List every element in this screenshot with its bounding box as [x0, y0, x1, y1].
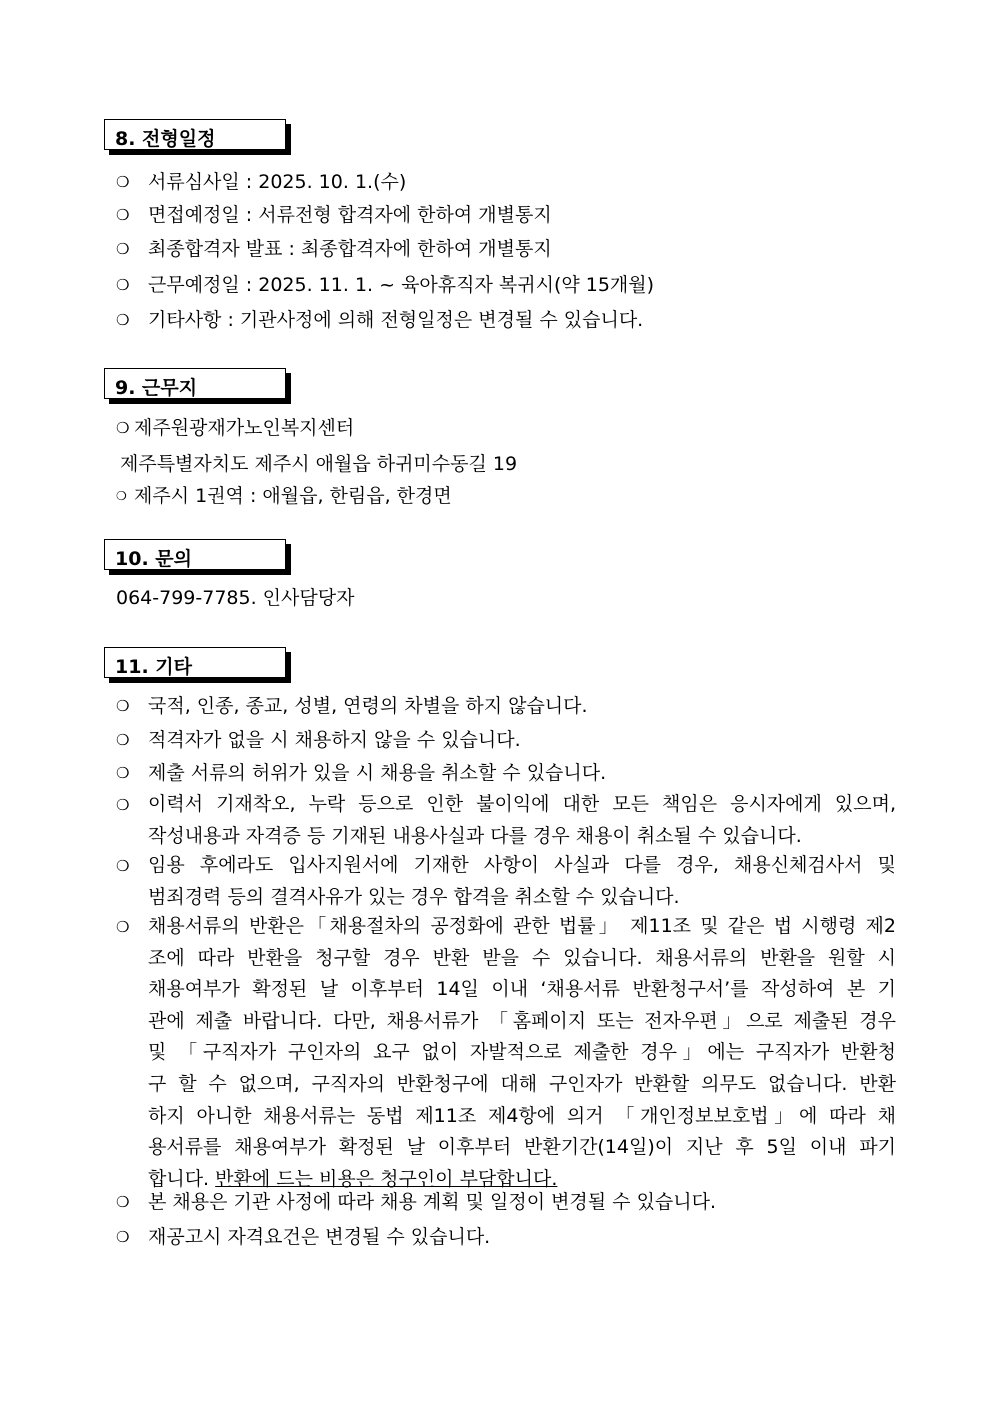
section-8-title: 8. 전형일정 [115, 128, 216, 150]
notice-item: 본 채용은 기관 사정에 따라 채용 계획 및 일정이 변경될 수 있습니다. [148, 1191, 717, 1213]
notice-item: 재공고시 자격요건은 변경될 수 있습니다. [148, 1226, 491, 1248]
bullet-icon: ❍ [116, 764, 130, 782]
section-10-title: 10. 문의 [115, 548, 192, 570]
paragraph-line: 이력서 기재착오, 누락 등으로 인한 불이익에 대한 모든 책임은 응시자에게 있으며, [148, 793, 896, 815]
schedule-item: 근무예정일 : 2025. 11. 1. ~ 육아휴직자 복귀시(약 15개월) [148, 274, 655, 296]
notice-item: 적격자가 없을 시 채용하지 않을 수 있습니다. [148, 729, 521, 751]
paragraph-line: 임용 후에라도 입사지원서에 기재한 사항이 사실과 다를 경우, 채용신체검사서 및 [148, 854, 896, 876]
paragraph-line: 용서류를 채용여부가 확정된 날 이후부터 반환기간(14일)이 지난 후 5일 이내 파기 [148, 1136, 896, 1159]
paragraph-line: 하지 아니한 채용서류는 동법 제11조 제4항에 의거 「개인정보보호법」에 따라 채 [148, 1104, 896, 1127]
work-area: 제주시 1권역 : 애월읍, 한림읍, 한경면 [134, 485, 452, 507]
schedule-item: 면접예정일 : 서류전형 합격자에 한하여 개별통지 [148, 204, 552, 226]
paragraph-line: 조에 따라 반환을 청구할 경우 반환 받을 수 있습니다. 채용서류의 반환을 원할 시 [148, 946, 896, 969]
bullet-icon: ❍ [116, 731, 130, 749]
section-8-header [104, 119, 286, 150]
contact-info: 064-799-7785. 인사담당자 [116, 587, 355, 609]
bullet-icon: ❍ [116, 419, 130, 437]
underlined-cost-notice: 반환에 드는 비용은 청구인이 부담합니다. [215, 1167, 558, 1190]
notice-item-responsibility [148, 789, 896, 852]
paragraph-line: 범죄경력 등의 결격사유가 있는 경우 합격을 취소할 수 있습니다. [148, 885, 680, 908]
bullet-icon: ❍ [116, 206, 130, 224]
workplace-address: 제주특별자치도 제주시 애월읍 하귀미수동길 19 [120, 453, 518, 475]
bullet-icon: ❍ [116, 173, 130, 191]
bullet-icon: ❍ [116, 796, 130, 814]
paragraph-line: 및 「구직자가 구인자의 요구 없이 자발적으로 제출한 경우」에는 구직자가 반환청 [148, 1041, 896, 1064]
paragraph-line: 작성내용과 자격증 등 기재된 내용사실과 다를 경우 채용이 취소될 수 있습니다. [148, 824, 802, 847]
paragraph-line: 관에 제출 바랍니다. 다만, 채용서류가 「홈페이지 또는 전자우편」으로 제출된 경우 [148, 1009, 896, 1032]
bullet-icon: ❍ [116, 1193, 130, 1211]
bullet-icon: ❍ [116, 857, 130, 875]
notice-item-cancellation [148, 850, 896, 913]
schedule-item: 서류심사일 : 2025. 10. 1.(수) [148, 171, 407, 193]
section-9-title: 9. 근무지 [115, 377, 198, 399]
bullet-icon: ❍ [116, 240, 130, 258]
schedule-item: 기타사항 : 기관사정에 의해 전형일정은 변경될 수 있습니다. [148, 309, 644, 331]
bullet-icon: ❍ [116, 918, 130, 936]
notice-item-document-return [148, 911, 896, 1195]
notice-item: 국적, 인종, 종교, 성별, 연령의 차별을 하지 않습니다. [148, 695, 588, 717]
paragraph-line: 채용서류의 반환은「채용절차의 공정화에 관한 법률」 제11조 및 같은 법 시행령 제2 [148, 915, 896, 937]
schedule-item: 최종합격자 발표 : 최종합격자에 한하여 개별통지 [148, 238, 552, 260]
workplace-name: 제주원광재가노인복지센터 [134, 417, 355, 439]
bullet-icon: ❍ [116, 697, 130, 715]
section-11-title: 11. 기타 [115, 656, 192, 678]
section-10-header [104, 539, 286, 570]
paragraph-line: 채용여부가 확정된 날 이후부터 14일 이내 ‘채용서류 반환청구서’를 작성하여 본 기 [148, 978, 896, 1001]
section-9-header [104, 368, 286, 399]
bullet-icon: ❍ [116, 276, 130, 294]
section-11-header [104, 647, 286, 678]
bullet-icon: ❍ [116, 311, 130, 329]
bullet-icon: ❍ [116, 1228, 130, 1246]
notice-item: 제출 서류의 허위가 있을 시 채용을 취소할 수 있습니다. [148, 762, 607, 784]
bullet-icon: ❍ [116, 489, 127, 503]
paragraph-text: 합니다. [148, 1167, 216, 1190]
paragraph-line: 구 할 수 없으며, 구직자의 반환청구에 대해 구인자가 반환할 의무도 없습니다. 반환 [148, 1072, 896, 1095]
